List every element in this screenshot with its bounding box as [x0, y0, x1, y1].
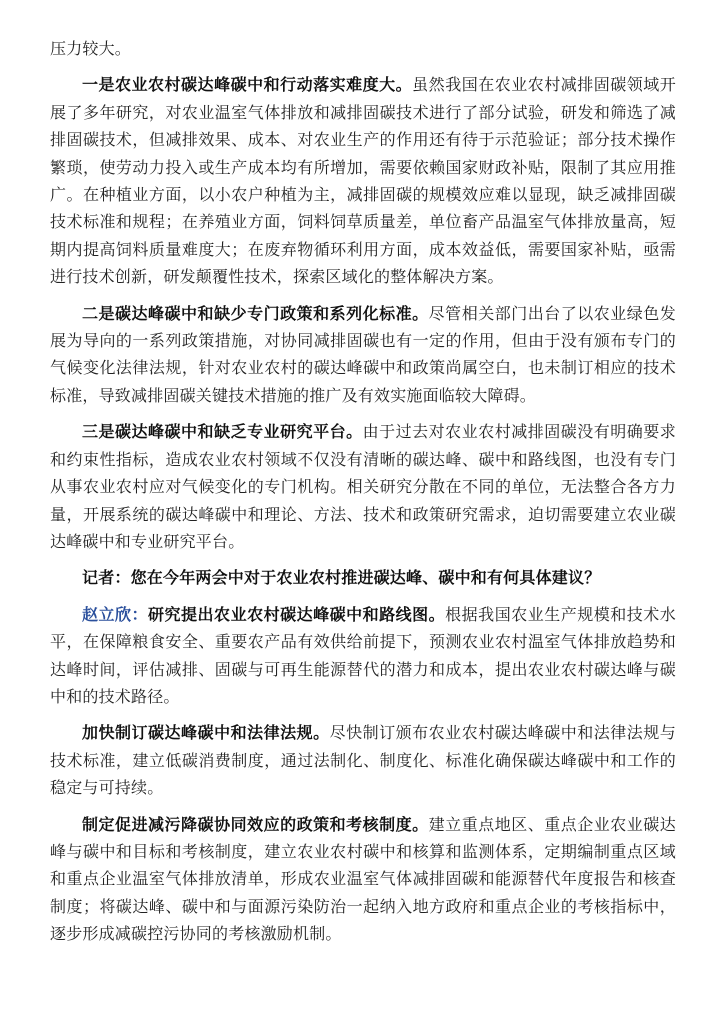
question-text: 记者：您在今年两会中对于农业农村推进碳达峰、碳中和有何具体建议？ — [82, 568, 601, 588]
reporter-question — [50, 564, 676, 591]
paragraph-body: 虽然我国在农业农村减排固碳领域开展了多年研究，对农业温室气体排放和减排固碳技术进行了部分试验，研发和筛选了减排固碳技术，但减排效果、成本、对农业生产的作用还有待于示范验证；部分技术操作繁琐，使劳动力投入或生产成本均有所增加，需要依赖国家财政补贴，限制了其应用推广。在种植业方面，以小农户种植为主，减排固碳的规模效应难以显现，缺乏减排固碳技术标准和规程；在养殖业方面，饲料饲草质量差，单位畜产品温室气体排放量高，短期内提高饲料质量难度大；在废弃物循环利用方面，成本效益低，需要国家补贴，亟需进行技术创新，研发颠覆性技术，探索区域化的整体解决方案。 — [50, 75, 676, 287]
paragraph-policy-gap — [50, 300, 676, 410]
paragraph-lead: 研究提出农业农村碳达峰碳中和路线图。 — [148, 604, 446, 624]
paragraph-lead: 一是农业农村碳达峰碳中和行动落实难度大。 — [82, 75, 413, 95]
paragraph-continuation — [50, 35, 676, 62]
paragraph-body: 建立重点地区、重点企业农业碳达峰与碳中和目标和考核制度，建立农业农村碳中和核算和监测体系，定期编制重点区域和重点企业温室气体排放清单，形成农业温室气体减排固碳和能源替代年度报告和核查制度；将碳达峰、碳中和与面源污染防治一起纳入地方政府和重点企业的考核指标中，逐步形成减碳控污协同的考核激励机制。 — [50, 814, 676, 944]
paragraph-legislation — [50, 719, 676, 801]
paragraph-roadmap — [50, 601, 676, 711]
paragraph-lead: 制定促进减污降碳协同效应的政策和考核制度。 — [82, 814, 429, 834]
paragraph-body: 尽管相关部门出台了以农业绿色发展为导向的一系列政策措施，对协同减排固碳也有一定的作用，但由于没有颁布专门的气候变化法律法规，针对农业农村的碳达峰碳中和政策尚属空白，也未制订相应的技术标准，导致减排固碳关键技术措施的推广及有效实施面临较大障碍。 — [50, 303, 676, 405]
paragraph-body: 压力较大。 — [50, 39, 132, 58]
paragraph-lead: 加快制订碳达峰碳中和法律法规。 — [82, 723, 330, 743]
paragraph-assessment — [50, 811, 676, 948]
paragraph-body: 尽快制订颁布农业农村碳达峰碳中和法律法规与技术标准，建立低碳消费制度，通过法制化、制度化、标准化确保碳达峰碳中和工作的稳定与可持续。 — [50, 723, 676, 798]
paragraph-lead: 三是碳达峰碳中和缺乏专业研究平台。 — [82, 422, 363, 442]
paragraph-body: 由于过去对农业农村减排固碳没有明确要求和约束性指标，造成农业农村领域不仅没有清晰的碳达峰、碳中和路线图，也没有专门从事农业农村应对气候变化的专门机构。相关研究分散在不同的单位，无法整合各方力量，开展系统的碳达峰碳中和理论、方法、技术和政策研究需求，迫切需要建立农业碳达峰碳中和专业研究平台。 — [50, 422, 676, 551]
speaker-name: 赵立欣： — [82, 604, 149, 624]
paragraph-difficulty — [50, 71, 676, 290]
paragraph-body: 根据我国农业生产规模和技术水平，在保障粮食安全、重要农产品有效供给前提下，预测农业农村温室气体排放趋势和达峰时间，评估减排、固碳与可再生能源替代的潜力和成本，提出农业农村碳达峰与碳中和的技术路径。 — [50, 604, 676, 706]
paragraph-lead: 二是碳达峰碳中和缺少专门政策和系列化标准。 — [82, 303, 429, 323]
paragraph-research-platform — [50, 418, 676, 555]
